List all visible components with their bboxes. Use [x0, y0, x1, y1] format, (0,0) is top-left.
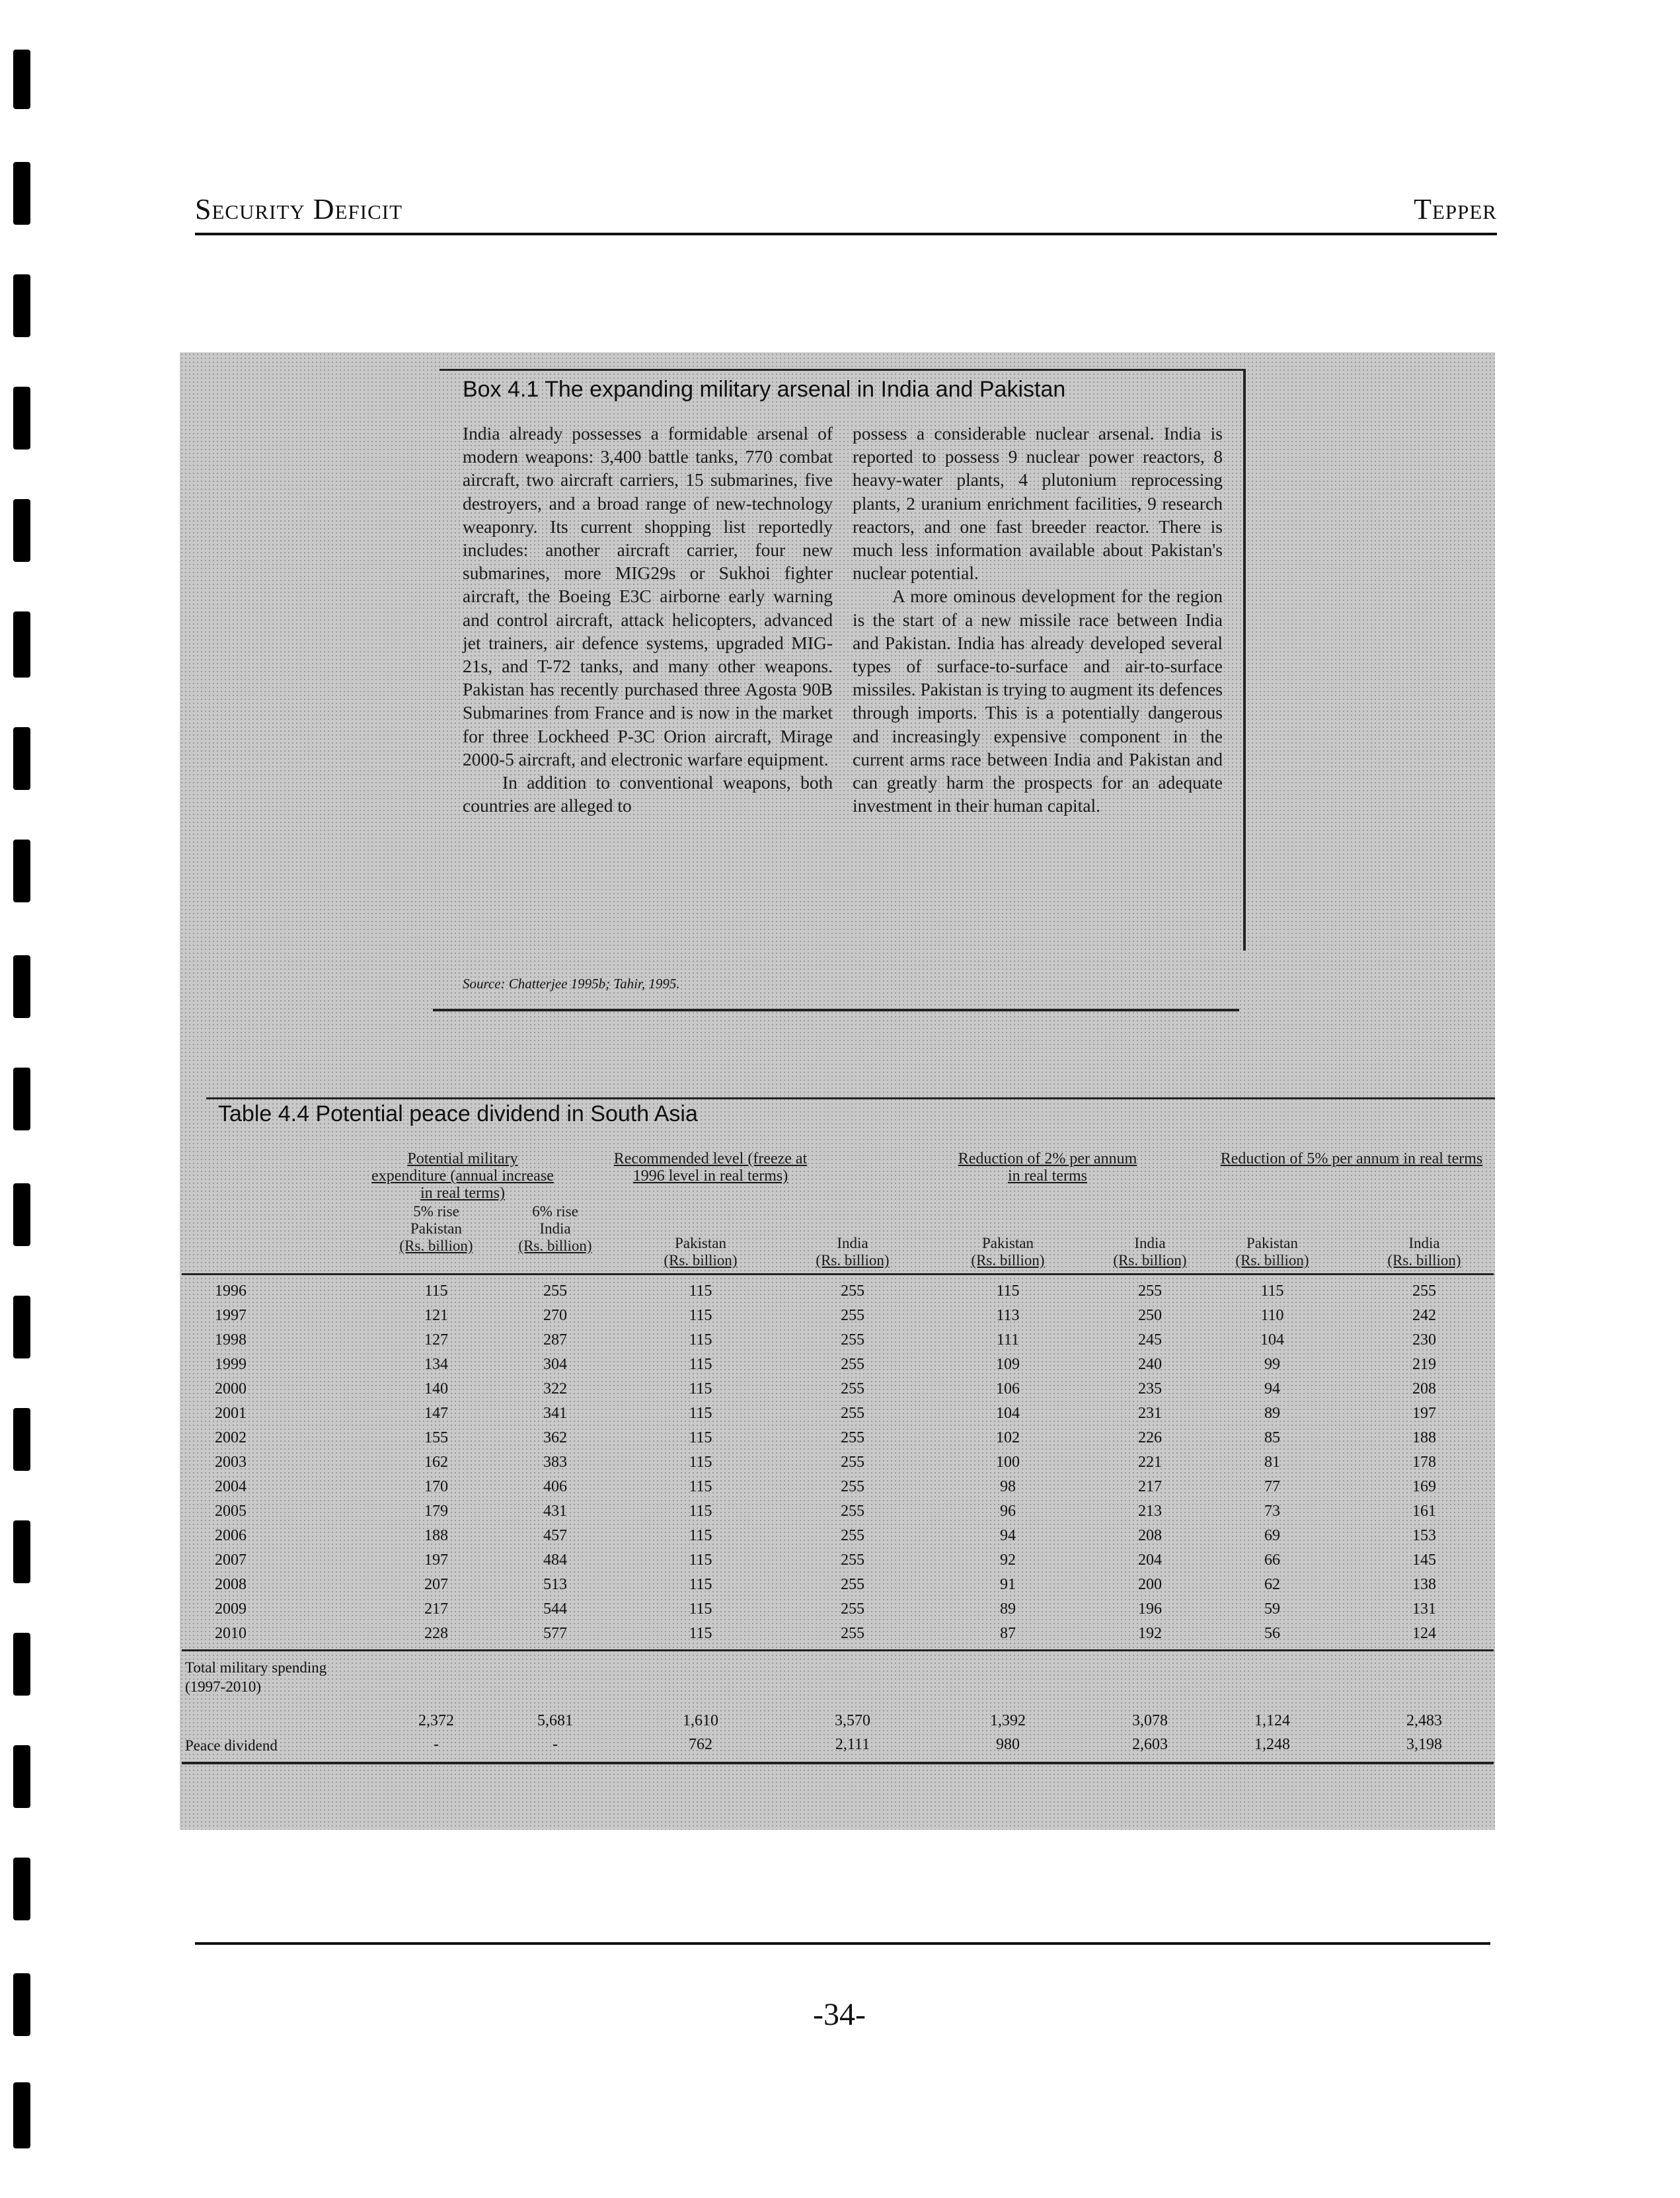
- value-cell: 197: [1412, 1405, 1436, 1422]
- box-title: Box 4.1 The expanding military arsenal in India and Pakistan: [463, 377, 1066, 402]
- unit-label: (Rs. billion): [1235, 1252, 1309, 1269]
- box-source-note: Source: Chatterjee 1995b; Tahir, 1995.: [463, 976, 680, 992]
- page-number: -34-: [813, 1997, 866, 2032]
- table-bottom-rule: [182, 1762, 1494, 1764]
- country-label: India: [539, 1220, 571, 1237]
- value-cell: 255: [841, 1478, 864, 1495]
- value-cell: 100: [996, 1454, 1020, 1471]
- year-cell: 2000: [215, 1380, 247, 1397]
- total-spending-row: [182, 1712, 1494, 1735]
- value-cell: 208: [1138, 1527, 1162, 1544]
- year-cell: 2004: [215, 1478, 247, 1495]
- year-cell: 2008: [215, 1576, 247, 1593]
- value-cell: 255: [1412, 1282, 1436, 1300]
- value-cell: 245: [1138, 1331, 1162, 1349]
- value-cell: 113: [996, 1307, 1020, 1324]
- table-total-rule: [182, 1649, 1494, 1651]
- total-spending-label: Total military spending (1997-2010): [185, 1659, 327, 1695]
- peace-dividend-label: Peace dividend: [185, 1737, 278, 1754]
- value-cell: 127: [424, 1331, 448, 1349]
- table-row: [182, 1427, 1494, 1451]
- table-row: [182, 1549, 1494, 1573]
- value-cell: 104: [996, 1405, 1020, 1422]
- country-label: India: [1134, 1235, 1166, 1251]
- group-heading: Potential military expenditure (annual increase in real terms): [371, 1150, 554, 1202]
- value-cell: 287: [543, 1331, 567, 1349]
- footer-rule: [195, 1942, 1490, 1945]
- table-title: Table 4.4 Potential peace dividend in South Asia: [218, 1101, 698, 1126]
- table-row: [182, 1573, 1494, 1598]
- column-heading: [1213, 1235, 1332, 1269]
- year-cell: 1996: [215, 1282, 247, 1300]
- value-cell: 104: [1260, 1331, 1284, 1349]
- box-paragraph: A more ominous development for the region is the start of a new missile race between India and Pakistan. India has already developed several types of surface-to-surface and air-to-surface missiles. Pakistan is trying to augment its defences through imports. This is a potentially dangerous and increasingly expensive component in the current arms race between India and Pakistan and can greatly harm the prospects for an adequate investment in their human capital.: [853, 586, 1223, 816]
- value-cell: 255: [841, 1625, 864, 1642]
- value-cell: 577: [543, 1625, 567, 1642]
- year-cell: 2010: [215, 1625, 247, 1642]
- binder-mark: [13, 1973, 30, 2036]
- value-cell: 226: [1138, 1429, 1162, 1446]
- value-cell: 457: [543, 1527, 567, 1544]
- value-cell: 406: [543, 1478, 567, 1495]
- value-cell: 115: [996, 1282, 1020, 1300]
- value-cell: 115: [689, 1478, 712, 1495]
- group-heading: Reduction of 5% per annum in real terms: [1220, 1150, 1483, 1167]
- value-cell: 3,078: [1132, 1712, 1168, 1729]
- binder-mark: [13, 1183, 30, 1246]
- value-cell: -: [434, 1736, 439, 1753]
- year-cell: 1999: [215, 1356, 247, 1373]
- country-label: India: [1408, 1235, 1440, 1251]
- table-row: [182, 1451, 1494, 1475]
- table-row: [182, 1304, 1494, 1329]
- country-label: India: [837, 1235, 868, 1251]
- value-cell: 140: [424, 1380, 448, 1397]
- value-cell: 484: [543, 1551, 567, 1569]
- unit-label: (Rs. billion): [664, 1252, 738, 1269]
- value-cell: 2,603: [1132, 1736, 1168, 1753]
- value-cell: 66: [1264, 1551, 1280, 1569]
- value-cell: 544: [543, 1600, 567, 1618]
- value-cell: 242: [1412, 1307, 1436, 1324]
- value-cell: 162: [424, 1454, 448, 1471]
- running-header-title: Security Deficit: [195, 193, 403, 225]
- value-cell: 115: [689, 1307, 712, 1324]
- value-cell: 240: [1138, 1356, 1162, 1373]
- value-cell: 115: [689, 1600, 712, 1618]
- value-cell: 980: [996, 1736, 1020, 1753]
- binder-mark: [13, 955, 30, 1018]
- value-cell: 2,483: [1406, 1712, 1442, 1729]
- binder-mark: [13, 1520, 30, 1583]
- box-paragraph: In addition to conventional weapons, both countries are alleged to: [463, 772, 833, 816]
- value-cell: 255: [841, 1356, 864, 1373]
- unit-label: (Rs. billion): [399, 1237, 473, 1254]
- peace-dividend-table: [182, 1150, 1494, 1778]
- running-header: [195, 192, 1497, 235]
- unit-label: (Rs. billion): [518, 1237, 592, 1254]
- value-cell: 255: [841, 1503, 864, 1520]
- value-cell: 255: [841, 1380, 864, 1397]
- value-cell: 270: [543, 1307, 567, 1324]
- value-cell: 115: [689, 1282, 712, 1300]
- value-cell: 217: [1138, 1478, 1162, 1495]
- value-cell: 255: [543, 1282, 567, 1300]
- value-cell: 235: [1138, 1380, 1162, 1397]
- value-cell: 153: [1412, 1527, 1436, 1544]
- rise-label: 5% rise: [413, 1203, 459, 1220]
- table-row: [182, 1622, 1494, 1647]
- unit-label: (Rs. billion): [971, 1252, 1045, 1269]
- value-cell: 98: [1000, 1478, 1016, 1495]
- year-cell: 2005: [215, 1503, 247, 1520]
- table-row: [182, 1524, 1494, 1549]
- value-cell: 255: [1138, 1282, 1162, 1300]
- value-cell: 255: [841, 1331, 864, 1349]
- value-cell: 219: [1412, 1356, 1436, 1373]
- table-header-rule: [182, 1273, 1494, 1275]
- value-cell: 62: [1264, 1576, 1280, 1593]
- value-cell: 217: [424, 1600, 448, 1618]
- year-cell: 2001: [215, 1405, 247, 1422]
- binder-mark: [13, 611, 30, 678]
- value-cell: 89: [1264, 1405, 1280, 1422]
- value-cell: 124: [1412, 1625, 1436, 1642]
- box-bottom-rule: [433, 1009, 1239, 1011]
- value-cell: -: [553, 1736, 558, 1753]
- value-cell: 5,681: [537, 1712, 573, 1729]
- value-cell: 304: [543, 1356, 567, 1373]
- table-top-rule: [206, 1097, 1495, 1099]
- box-right-column: [853, 422, 1223, 817]
- column-heading: [793, 1235, 912, 1269]
- value-cell: 73: [1264, 1503, 1280, 1520]
- peace-dividend-row: [182, 1736, 1494, 1758]
- value-cell: 255: [841, 1551, 864, 1569]
- value-cell: 115: [689, 1356, 712, 1373]
- value-cell: 196: [1138, 1600, 1162, 1618]
- binder-mark: [13, 274, 30, 337]
- table-row: [182, 1329, 1494, 1353]
- value-cell: 188: [1412, 1429, 1436, 1446]
- box-right-rule: [1243, 369, 1246, 951]
- value-cell: 2,111: [835, 1736, 870, 1753]
- value-cell: 383: [543, 1454, 567, 1471]
- value-cell: 115: [689, 1576, 712, 1593]
- country-label: Pakistan: [675, 1235, 726, 1251]
- value-cell: 145: [1412, 1551, 1436, 1569]
- value-cell: 115: [689, 1331, 712, 1349]
- box-paragraph: India already possesses a formidable arsenal of modern weapons: 3,400 battle tanks, 770 combat aircraft, two aircraft carriers, 15 submarines, five destroyers, and a broad range of new-technology weaponry. Its current shopping list reportedly includes: another aircraft carrier, four new submarines, more MIG29s or Sukhoi fighter aircraft, the Boeing E3C airborne early warning and control aircraft, attack helicopters, advanced jet trainers, air defence systems, upgraded MIG-21s, and T-72 tanks, and many other weapons. Pakistan has recently purchased three Agosta 90B Submarines from France and is now in the market for three Lockheed P-3C Orion aircraft, Mirage 2000-5 aircraft, and electronic warfare equipment.: [463, 423, 833, 769]
- running-header-author: Tepper: [1414, 193, 1497, 225]
- column-heading: [641, 1235, 760, 1269]
- value-cell: 179: [424, 1503, 448, 1520]
- year-cell: 2006: [215, 1527, 247, 1544]
- value-cell: 762: [689, 1736, 712, 1753]
- country-label: Pakistan: [410, 1220, 462, 1237]
- binder-mark: [13, 1296, 30, 1358]
- value-cell: 92: [1000, 1551, 1016, 1569]
- value-cell: 208: [1412, 1380, 1436, 1397]
- binder-mark: [13, 499, 30, 562]
- column-heading: [1090, 1235, 1209, 1269]
- value-cell: 134: [424, 1356, 448, 1373]
- box-paragraph: possess a considerable nuclear arsenal. India is reported to possess 9 nuclear power reactors, 8 heavy-water plants, 4 plutonium reprocessing plants, 2 uranium enrichment facilities, 9 research reactors, and one fast breeder reactor. There is much less information available about Pakistan's nuclear potential.: [853, 423, 1223, 584]
- value-cell: 115: [689, 1429, 712, 1446]
- binder-mark: [13, 1068, 30, 1130]
- value-cell: 230: [1412, 1331, 1436, 1349]
- value-cell: 99: [1264, 1356, 1280, 1373]
- binder-mark: [13, 1745, 30, 1808]
- value-cell: 115: [689, 1405, 712, 1422]
- value-cell: 178: [1412, 1454, 1436, 1471]
- value-cell: 115: [689, 1380, 712, 1397]
- table-row: [182, 1475, 1494, 1500]
- value-cell: 255: [841, 1454, 864, 1471]
- binder-mark: [13, 840, 30, 902]
- unit-label: (Rs. billion): [816, 1252, 890, 1269]
- unit-label: (Rs. billion): [1387, 1252, 1461, 1269]
- year-cell: 2009: [215, 1600, 247, 1618]
- value-cell: 3,198: [1406, 1736, 1442, 1753]
- year-cell: 2002: [215, 1429, 247, 1446]
- value-cell: 170: [424, 1478, 448, 1495]
- value-cell: 115: [689, 1625, 712, 1642]
- column-heading: [948, 1235, 1067, 1269]
- value-cell: 213: [1138, 1503, 1162, 1520]
- value-cell: 115: [689, 1551, 712, 1569]
- value-cell: 115: [1260, 1282, 1284, 1300]
- binder-mark: [13, 1858, 30, 1920]
- value-cell: 115: [424, 1282, 448, 1300]
- box-top-rule: [439, 369, 1246, 371]
- value-cell: 94: [1000, 1527, 1016, 1544]
- value-cell: 362: [543, 1429, 567, 1446]
- value-cell: 431: [543, 1503, 567, 1520]
- value-cell: 250: [1138, 1307, 1162, 1324]
- value-cell: 110: [1260, 1307, 1284, 1324]
- table-row: [182, 1402, 1494, 1427]
- value-cell: 231: [1138, 1405, 1162, 1422]
- value-cell: 192: [1138, 1625, 1162, 1642]
- value-cell: 255: [841, 1600, 864, 1618]
- group-heading: Reduction of 2% per annum in real terms: [958, 1150, 1137, 1185]
- value-cell: 188: [424, 1527, 448, 1544]
- value-cell: 147: [424, 1405, 448, 1422]
- value-cell: 115: [689, 1454, 712, 1471]
- table-row: [182, 1280, 1494, 1304]
- binder-mark: [13, 387, 30, 450]
- value-cell: 111: [996, 1331, 1020, 1349]
- value-cell: 255: [841, 1282, 864, 1300]
- group-heading: Recommended level (freeze at 1996 level in real terms): [613, 1150, 808, 1185]
- value-cell: 3,570: [835, 1712, 870, 1729]
- binder-mark: [13, 162, 30, 225]
- value-cell: 228: [424, 1625, 448, 1642]
- value-cell: 106: [996, 1380, 1020, 1397]
- column-heading: [1365, 1235, 1484, 1269]
- rise-label: 6% rise: [532, 1203, 578, 1220]
- value-cell: 87: [1000, 1625, 1016, 1642]
- value-cell: 155: [424, 1429, 448, 1446]
- binder-mark: [13, 727, 30, 790]
- value-cell: 109: [996, 1356, 1020, 1373]
- value-cell: 200: [1138, 1576, 1162, 1593]
- binder-mark: [13, 2082, 30, 2148]
- value-cell: 121: [424, 1307, 448, 1324]
- value-cell: 56: [1264, 1625, 1280, 1642]
- column-heading: [377, 1203, 496, 1255]
- year-cell: 1998: [215, 1331, 247, 1349]
- value-cell: 204: [1138, 1551, 1162, 1569]
- value-cell: 255: [841, 1527, 864, 1544]
- value-cell: 322: [543, 1380, 567, 1397]
- binder-mark: [13, 1633, 30, 1696]
- year-cell: 1997: [215, 1307, 247, 1324]
- value-cell: 255: [841, 1576, 864, 1593]
- country-label: Pakistan: [982, 1235, 1034, 1251]
- value-cell: 131: [1412, 1600, 1436, 1618]
- value-cell: 221: [1138, 1454, 1162, 1471]
- value-cell: 1,610: [683, 1712, 718, 1729]
- country-label: Pakistan: [1246, 1235, 1298, 1251]
- value-cell: 115: [689, 1503, 712, 1520]
- value-cell: 513: [543, 1576, 567, 1593]
- binder-mark: [13, 1408, 30, 1471]
- unit-label: (Rs. billion): [1113, 1252, 1187, 1269]
- value-cell: 102: [996, 1429, 1020, 1446]
- box-4-1: [439, 369, 1246, 1010]
- value-cell: 197: [424, 1551, 448, 1569]
- binder-mark: [13, 50, 30, 109]
- value-cell: 341: [543, 1405, 567, 1422]
- value-cell: 255: [841, 1405, 864, 1422]
- value-cell: 94: [1264, 1380, 1280, 1397]
- value-cell: 85: [1264, 1429, 1280, 1446]
- value-cell: 81: [1264, 1454, 1280, 1471]
- table-row: [182, 1500, 1494, 1524]
- value-cell: 91: [1000, 1576, 1016, 1593]
- value-cell: 207: [424, 1576, 448, 1593]
- year-cell: 2007: [215, 1551, 247, 1569]
- value-cell: 115: [689, 1527, 712, 1544]
- table-row: [182, 1378, 1494, 1402]
- value-cell: 96: [1000, 1503, 1016, 1520]
- value-cell: 1,248: [1254, 1736, 1290, 1753]
- column-heading: [496, 1203, 615, 1255]
- table-row: [182, 1598, 1494, 1622]
- table-row: [182, 1353, 1494, 1378]
- value-cell: 255: [841, 1307, 864, 1324]
- value-cell: 2,372: [418, 1712, 454, 1729]
- value-cell: 77: [1264, 1478, 1280, 1495]
- year-cell: 2003: [215, 1454, 247, 1471]
- value-cell: 89: [1000, 1600, 1016, 1618]
- value-cell: 1,124: [1254, 1712, 1290, 1729]
- value-cell: 138: [1412, 1576, 1436, 1593]
- value-cell: 255: [841, 1429, 864, 1446]
- box-left-column: [463, 422, 833, 817]
- value-cell: 169: [1412, 1478, 1436, 1495]
- value-cell: 161: [1412, 1503, 1436, 1520]
- value-cell: 1,392: [990, 1712, 1026, 1729]
- value-cell: 69: [1264, 1527, 1280, 1544]
- value-cell: 59: [1264, 1600, 1280, 1618]
